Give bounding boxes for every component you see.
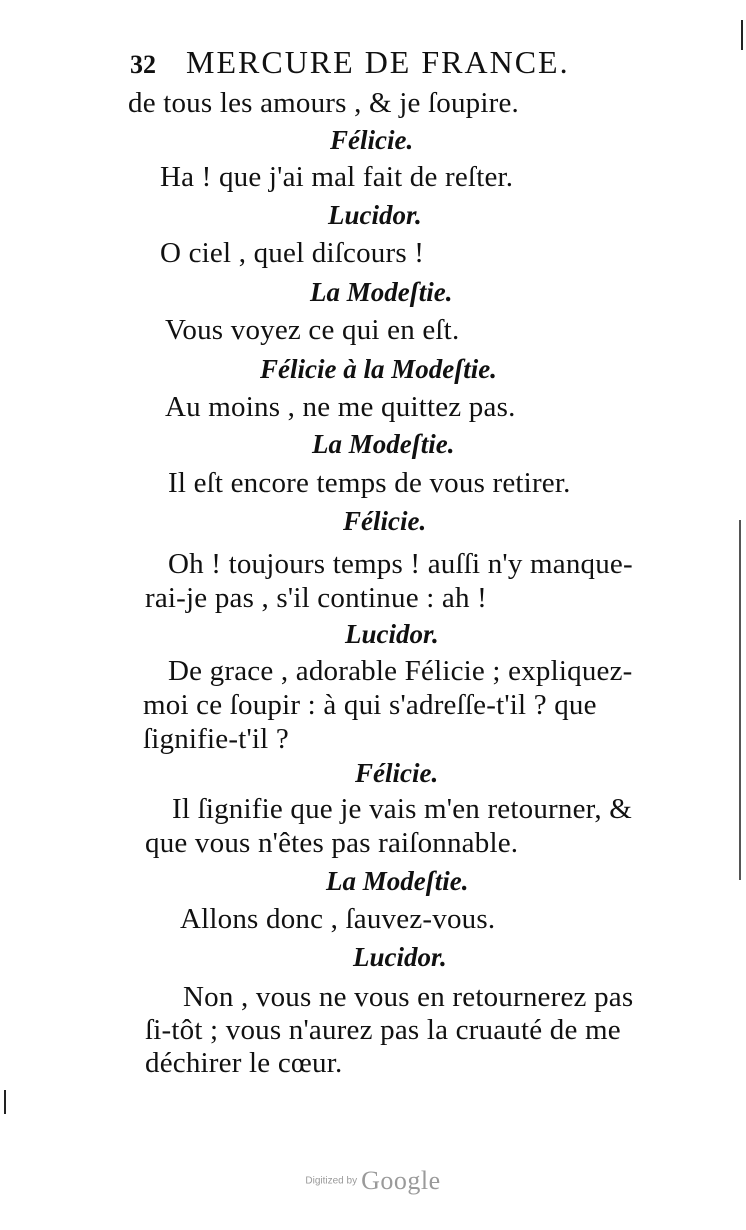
text-line: Oh ! toujours temps ! auſſi n'y manque- (168, 548, 633, 580)
running-title: MERCURE DE FRANCE. (186, 44, 570, 80)
text-line: ſignifie-t'il ? (143, 723, 289, 755)
speaker-name: Félicie. (355, 758, 439, 788)
page-number: 32 (130, 50, 156, 79)
text-line: ſi-tôt ; vous n'aurez pas la cruauté de me (145, 1014, 621, 1046)
text-line: Allons donc , ſauvez-vous. (180, 903, 496, 935)
speaker-name: Félicie. (343, 506, 427, 536)
text-line: que vous n'êtes pas raiſonnable. (145, 827, 519, 859)
speaker-name: Félicie à la Modeſtie. (260, 354, 497, 384)
text-line: déchirer le cœur. (145, 1047, 343, 1079)
text-line: Au moins , ne me quittez pas. (165, 391, 516, 423)
speaker-name: Félicie. (330, 125, 414, 155)
text-line: moi ce ſoupir : à qui s'adreſſe-t'il ? que (143, 689, 597, 721)
text-line: de tous les amours , & je ſoupire. (128, 87, 519, 119)
text-line: O ciel , quel diſcours ! (160, 237, 425, 269)
speaker-name: Lucidor. (353, 942, 447, 972)
speaker-name: La Modeſtie. (310, 277, 453, 307)
scan-edge-mark (4, 1090, 6, 1114)
text-line: Il ſignifie que je vais m'en retourner, & (172, 793, 633, 825)
digitized-by-label: Digitized by (305, 1175, 358, 1187)
text-line: De grace , adorable Félicie ; expliquez- (168, 655, 633, 687)
scan-edge-mark (741, 20, 743, 50)
digitization-watermark (0, 1166, 746, 1196)
scan-edge-mark (739, 520, 741, 880)
speaker-name: La Modeſtie. (326, 866, 469, 896)
speaker-name: La Modeſtie. (312, 429, 455, 459)
text-line: Vous voyez ce qui en eſt. (165, 314, 460, 346)
google-wordmark: Google (361, 1166, 441, 1195)
text-line: Non , vous ne vous en retournerez pas (183, 981, 634, 1013)
text-line: rai-je pas , s'il continue : ah ! (145, 582, 487, 614)
speaker-name: Lucidor. (328, 200, 422, 230)
text-line: Il eſt encore temps de vous retirer. (168, 467, 571, 499)
speaker-name: Lucidor. (345, 619, 439, 649)
text-line: Ha ! que j'ai mal fait de reſter. (160, 161, 514, 193)
